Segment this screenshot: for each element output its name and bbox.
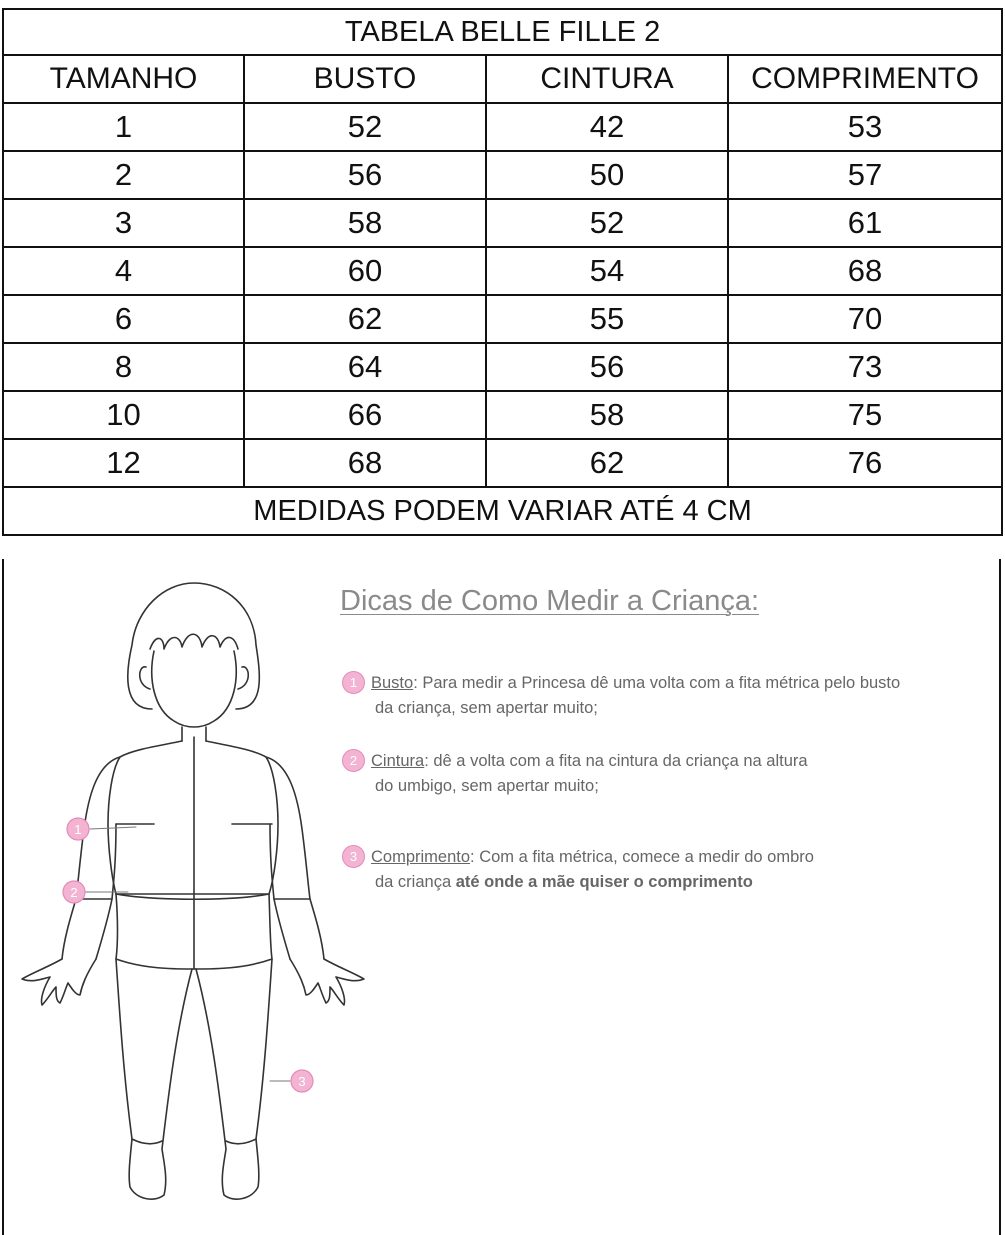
- tip-text: : Para medir a Princesa dê uma volta com a fita métrica pelo busto: [413, 674, 901, 692]
- waist-cell: 54: [486, 247, 728, 295]
- table-row: [3, 199, 1002, 247]
- waist-cell: 42: [486, 103, 728, 151]
- tip-number-badge: 2: [342, 749, 365, 772]
- tip-text: : Com a fita métrica, comece a medir do ombro: [470, 848, 814, 866]
- tips-title: Dicas de Como Medir a Criança:: [340, 585, 760, 617]
- waist-cell: 52: [486, 199, 728, 247]
- bust-cell: 64: [244, 343, 486, 391]
- tip-text-plain: da criança: [375, 873, 456, 891]
- waist-cell: 50: [486, 151, 728, 199]
- length-marker: [291, 1070, 313, 1092]
- right-arm: [266, 757, 310, 899]
- bust-cell: 58: [244, 199, 486, 247]
- length-marker-label: 3: [298, 1074, 306, 1089]
- child-figure-illustration: [4, 559, 384, 1235]
- table-row: [3, 295, 1002, 343]
- bust-cell: 62: [244, 295, 486, 343]
- measuring-guide: [2, 559, 1001, 1235]
- size-cell: 1: [3, 103, 244, 151]
- length-cell: 73: [728, 343, 1002, 391]
- tip-number-badge: 1: [342, 671, 365, 694]
- column-header: TAMANHO: [3, 55, 244, 103]
- size-cell: 6: [3, 295, 244, 343]
- right-ear: [238, 667, 248, 689]
- table-footer-note: MEDIDAS PODEM VARIAR ATÉ 4 CM: [3, 487, 1002, 535]
- tip-number-badge: 3: [342, 845, 365, 868]
- waist-marker-label: 2: [70, 885, 78, 900]
- left-ear: [140, 667, 150, 689]
- right-ankle: [226, 1139, 256, 1144]
- bust-cell: 52: [244, 103, 486, 151]
- tip-term: Comprimento: [371, 848, 471, 866]
- tip-waist: [342, 749, 992, 799]
- right-hand: [290, 959, 364, 1005]
- waist-cell: 56: [486, 343, 728, 391]
- table-row: [3, 343, 1002, 391]
- column-header: COMPRIMENTO: [728, 55, 1002, 103]
- length-cell: 68: [728, 247, 1002, 295]
- table-row: [3, 247, 1002, 295]
- bust-marker-label: 1: [74, 822, 82, 837]
- left-hand: [22, 959, 96, 1005]
- bust-marker: [67, 818, 89, 840]
- waist-cell: 58: [486, 391, 728, 439]
- length-cell: 53: [728, 103, 1002, 151]
- length-cell: 57: [728, 151, 1002, 199]
- right-leg: [196, 959, 272, 1199]
- column-header: CINTURA: [486, 55, 728, 103]
- table-row: [3, 103, 1002, 151]
- left-leg: [116, 959, 192, 1199]
- table-row: [3, 151, 1002, 199]
- bust-cell: 68: [244, 439, 486, 487]
- waist-cell: 62: [486, 439, 728, 487]
- bust-marker-leader: [90, 827, 136, 829]
- size-cell: 4: [3, 247, 244, 295]
- tip-text: : dê a volta com a fita na cintura da criança na altura: [424, 752, 808, 770]
- hair-outline: [128, 583, 260, 709]
- left-ankle: [132, 1139, 162, 1144]
- face-outline: [152, 651, 236, 727]
- table-row: [3, 391, 1002, 439]
- tip-text-continued: do umbigo, sem apertar muito;: [375, 777, 599, 795]
- column-header: BUSTO: [244, 55, 486, 103]
- bust-cell: 60: [244, 247, 486, 295]
- size-cell: 3: [3, 199, 244, 247]
- size-cell: 2: [3, 151, 244, 199]
- torso: [108, 741, 278, 894]
- tip-text-emphasis: até onde a mãe quiser o comprimento: [455, 873, 753, 891]
- size-cell: 12: [3, 439, 244, 487]
- length-cell: 70: [728, 295, 1002, 343]
- length-cell: 75: [728, 391, 1002, 439]
- bust-cell: 66: [244, 391, 486, 439]
- header-row: [3, 55, 1002, 103]
- waist-marker: [63, 881, 85, 903]
- tip-term: Busto: [371, 674, 414, 692]
- bust-cell: 56: [244, 151, 486, 199]
- right-forearm: [274, 899, 324, 959]
- size-table: [2, 8, 1003, 536]
- waist-cell: 55: [486, 295, 728, 343]
- table-row: [3, 439, 1002, 487]
- tip-text-continued: [342, 870, 992, 895]
- left-forearm: [62, 899, 112, 959]
- length-cell: 76: [728, 439, 1002, 487]
- tip-bust: [342, 671, 992, 721]
- length-cell: 61: [728, 199, 1002, 247]
- table-title: TABELA BELLE FILLE 2: [3, 9, 1002, 55]
- size-cell: 10: [3, 391, 244, 439]
- size-cell: 8: [3, 343, 244, 391]
- bangs: [150, 634, 238, 649]
- tip-text-continued: da criança, sem apertar muito;: [375, 699, 598, 717]
- tip-term: Cintura: [371, 752, 425, 770]
- tip-length: [342, 845, 992, 895]
